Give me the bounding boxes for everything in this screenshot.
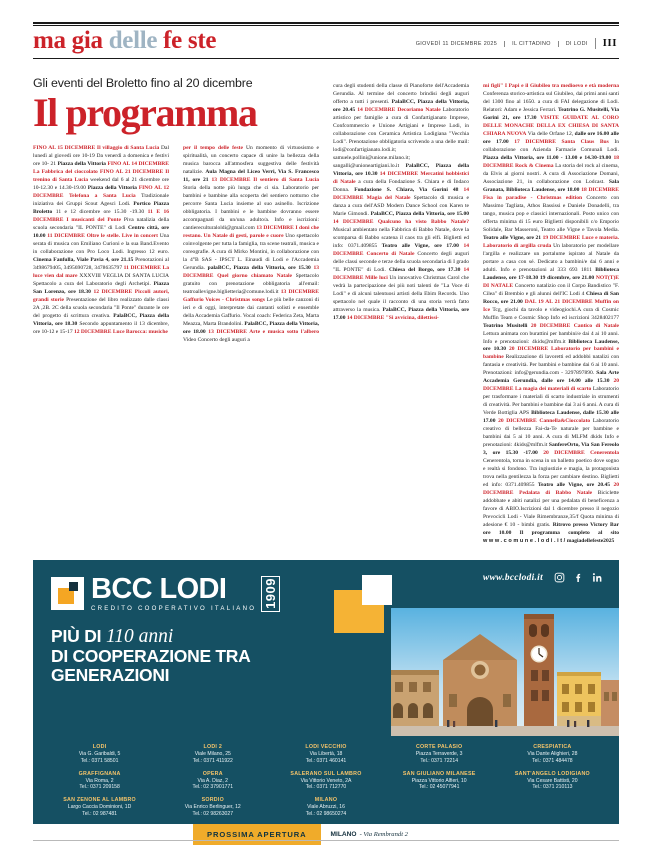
event-body: Un laboratorio per modellare l'argilla e realizzare un portalume ispirato al Natale da portare a casa con sé. Dedicato a bambini/e dai 6 anni e adulti. [483,242,619,273]
masthead-underrule [33,58,619,59]
branch-name: GRAFFIGNANA [78,770,121,777]
branch-address: Via Dante Alighieri, 28 [527,751,578,757]
bcc-logo-year: 1909 [263,578,279,610]
branch-address: Via Enrico Berlinguer, 12 [184,804,241,810]
dateline [410,38,619,53]
masthead-rules [33,22,619,26]
event-extra: Info e prenotazioni al 333 693 1811 [500,266,596,273]
branch-name: LODI VECCHIO [305,744,347,750]
event-venue: palaBCC, Piazza della Vittoria, ore 15.30 [207,264,311,271]
event-title: Luce Barocca: musiche [112,328,168,335]
event-date: 11 E 16 DICEMBRE [33,208,170,223]
event-extra: Info e iscrizioni: cantiereculturaloldi@gmail.com [183,216,319,231]
branch-item [158,797,267,817]
footer-rule [33,840,619,841]
event-venue: Sala Arte Accademia Gerundia, dalle ore 14.00 alle 15.30 [483,370,619,385]
closing-text: Il programma completo al sito [519,530,619,537]
branch-address: Via Vittorio Veneto, 2A [300,777,352,784]
event-date: 11 DICEMBRE [123,264,163,271]
next-opening-address: - Via Rembrandt 2 [359,830,408,838]
event-title: Il villaggio di Santa Lucia [96,145,160,151]
event-title: Fisa in paradise - Christmas edition [483,194,583,201]
event-body: Dal lunedì al giovedì ore 10-19 Da venerdì a domenica e festivi ore 10- 21 [33,145,169,167]
article-columns [33,83,620,545]
branch-phone: Tel.: 02 45077941 [418,784,460,790]
event-body: Tradizionale iniziativa dei Gruppi Scout Agesci Lodi. [33,192,169,207]
event-venue: Teatro alle Vigne, ore 17.00 [381,242,459,249]
event-date: 19 DICEMBRE [542,234,582,241]
text-column-3 [333,83,469,541]
event-title: Qualcuno ha visto Babbo Natale? [377,218,469,225]
event-date: 13 DICEMBRE [183,264,319,279]
event-date: 20 DICEMBRE [530,322,574,329]
event-title: per il tempo delle feste [183,145,243,151]
event-venue: Centro città, ore 10.00 [33,224,169,239]
text-column-2 [183,145,319,541]
event-venue: Teatrino G. Musitelli, Via Gorini 21, ore 17.30 [483,106,619,121]
branch-address: Via A. Diaz, 2 [197,777,229,784]
event-date: 20 DICEMBRE [483,378,620,393]
event-body: Via delle Orfane 12, [527,130,575,137]
event-venue: Teatro alle Vigne, ore 20.45 [537,482,611,489]
event-title: La magia dei materiali di scarto [515,386,592,393]
closing-url[interactable]: www.comune.lodi.it/ [483,538,567,545]
event-entry [183,177,319,231]
event-venue: Teatro alle Vigne, ore 21 [483,234,542,241]
event-title: Decoriamo Natale [397,106,441,113]
branch-phone: Tel.: 0371 484478 [532,757,573,764]
branch-name: LODI 2 [203,744,223,750]
event-date: FINO AL 15 DICEMBRE [33,145,97,151]
duomo-lodi-photo [391,608,619,736]
event-date: 14 DICEMBRE [346,314,386,321]
ad-claim-prefix: PIÙ DI [51,625,106,646]
ad-website-link[interactable]: www.bcclodi.it [482,572,543,583]
event-venue: PalaBCC, Piazza della Vittoria, ore 17.00 [333,306,469,321]
ad-url-bar [483,572,603,583]
branch-grid [45,744,607,817]
branch-name: SALERANO SUL LAMBRO [290,770,362,777]
event-title: Cantico di Natale [573,322,619,329]
event-body: Concerto natalizio con il Corpo Bandistico "F. Cilea" di Brembio e gli alunni dell'IC Lodi 4 [483,282,619,297]
event-date: 13 DICEMBRE [211,176,254,183]
branch-item [271,797,380,817]
event-date: 12 DICEMBRE [93,288,135,295]
event-body: Laboratorio artistico per famiglie a cura di Confartigianato Imprese, Confcommercio e Unione Artigiani e Imprese Lodi, in collaborazione con Ceramica Artistica Lodigiana "Vecchia Lodi". Prenotazione obbligatoria scrivendo a una delle mail: lodi@confartigianato.lodi.it; samuele.pollini@unione.milano.it; sangalli@unioneartigiani.lo.it [333,106,469,169]
ad-claim-line-3: GENERAZIONI [51,665,170,686]
event-body: Storia della notte più lunga che ci sia. Laboratorio per bambini e bambine alla scoperta del sentiero notturno che percorre Santa Lucia insieme al suo asinello. Iscrizione obbligatoria. I bambini e le bambine dovranno essere accompagnati da un/una adulto/a. [183,184,319,223]
event-date: 14 DICEMBRE [333,266,470,281]
event-body: Musical ambientato nella Fabbrica di Babbo Natale, dove la scomparsa di Babbo scatena il caos tra gli elfi. Biglietti ed info: 0371.409855 [333,226,469,249]
branch-phone: Tel.: 0371 460141 [305,757,347,764]
event-extra: Prenotazioni al 3498679405, 3495690728, 3478635797 [33,256,169,271]
event-date: 11 DICEMBRE [47,232,87,239]
event-venue: Chiesa del Borgo, ore 17.30 [388,266,461,273]
bcc-logo-name: BCC LODI [91,573,227,605]
event-venue: PalaBCC, Piazza della Vittoria, ore 15.00 [370,210,469,217]
text-column-1 [33,145,169,541]
branch-item [45,771,154,791]
event-venue: Portico Piazza Broletto [33,200,169,215]
event-venue: Biblioteca Laudense, dalle 15.30 alle 17.00 [483,410,619,425]
event-body: Realizzazione di lavoretti ed addobbi natalizi con fantasia e creatività. Per bambini e bambine dai 6 ai 10 anni. Prenotazioni: info@gerundia.com - 3297897890. [483,354,619,377]
event-title: Pedalata di Babbo Natale [519,490,593,497]
event-body: XXXVIII VEGLIA DI SANTA LUCIA Spettacolo a cura del Laboratorio degli Archetipi. [33,272,169,287]
branch-address: Largo Caccia Dominioni, 1D [67,804,132,810]
photo-illustration [391,608,619,736]
branch-item [385,771,494,791]
branch-name: SAN GIULIANO MILANESE [402,770,476,777]
event-title: Arte e musica sotto l'albero [249,328,320,335]
event-entry [333,107,469,177]
event-body: Biciclette addobbate e abiti natalizi per una pedalata di beneficenza a favore di ABIO.Iscrizioni dal 1 dicembre presso il negozio Prevocicli Lodi - Viale Rimembranze,35/f Quota minima di adesione € 10 - bimbi gratis. [483,490,619,529]
event-venue: PalaBCC, Piazza della Vittoria, ore 18.30 [33,312,170,327]
event-venue: Biblioteca Laudense, ore 10.30 [483,338,619,353]
event-venue-2: Biblioteca Laudense, ore 17-18.30 [483,266,620,281]
branch-phone: Tel.: 0371 72214 [420,757,459,764]
kicker-part-3: fe ste [163,26,217,54]
branch-address: Via Cesare Battisti, 20 [527,777,578,784]
branch-item [45,744,154,764]
event-extra: Secondo appuntamento il 13 dicembre, ore 10-12 e 15-17 [33,320,169,335]
rule-thick [33,22,619,24]
advertisement-bcc-lodi[interactable] [33,560,619,839]
branch-item [498,771,607,791]
closing-url-2[interactable]: magiadellefeste2025 [566,538,615,545]
event-date: 20 DICEMBRE [483,482,619,497]
event-body: La storia del rock al cinema, da Elvis ai giorni nostri. A cura di Associazione Domani, Associazione 21, in collaborazione con Lodcast. [483,162,619,185]
event-body: Video Concerto degli auguri a [183,336,250,343]
branch-name: LODI [92,744,107,750]
bcc-logo [51,573,318,612]
event-venue: Fondazione S. Chiara, Via Gorini 48 [354,186,459,193]
article-headline: Il programma [33,90,257,136]
event-title: I doni che restano. Un Natale di gesti, parole e cuore [183,224,319,239]
branch-item [271,744,380,764]
event-body: Conferenza storico-artistica sul Giubileo, dai primi anni santi del 1300 fino al 1650. a cura di FAI delegazione di Lodi. Relatori: Adam e Jessica Ferrari. [483,90,619,113]
event-body: weekend dal 6 al 21 dicembre ore 10-12.30 e 14.30-19.00 [33,176,169,191]
event-date: 14 DICEMBRE [379,170,421,177]
event-date: 18 DICEMBRE [581,186,619,193]
event-title: Piccoli autori, grandi storie [33,288,169,303]
branch-phone: Tel.: 02 37901771 [192,784,234,790]
event-extra: 11 e 12 dicembre ore 15.30 -19.30 [55,208,145,215]
branch-phone: Tel.: 0371 209158 [79,784,120,790]
event-date: 13 DICEMBRE [256,224,296,231]
masthead [33,22,619,59]
linkedin-icon[interactable] [592,572,603,583]
event-title: Cannella&Cioccolato [539,418,591,425]
event-title: "Si avvicina, dilettissi- [385,314,439,321]
next-opening-note [321,824,559,845]
event-venue: Sala Granata, Biblioteca Laudense, ore 18.00 [483,178,619,193]
event-venue: dalle ore 16.00 alle ore 17.00 [483,130,619,145]
event-title: Santa Claus Bus [561,138,609,145]
branch-phone: Tel.: 0371 210113 [532,784,573,790]
event-date: 17 DICEMBRE [514,138,562,145]
event-date: 14 DICEMBRE [333,218,378,225]
event-title: Gaffurio Voices - Christmas songs [183,296,265,303]
ad-left-content [33,560,318,736]
event-title: Il sentiero di Santa Lucia [253,176,319,183]
branch-name: MILANO [314,797,338,803]
branch-address: Via Roma, 2 [85,777,114,784]
event-body: In collaborazione con Azienda Farmacie Comunali Lodi. [483,138,619,153]
branch-address: Via G. Garibaldi, 5 [78,751,121,757]
branch-address: Via Libertà, 18 [309,751,343,757]
event-date: DAL 19 AL 21 DICEMBRE [524,298,595,305]
event-title: NOT(T)E DI NATALE [483,274,619,289]
event-title: Il trenino di Santa Lucia [33,168,169,183]
ad-claim-line-2: DI COOPERAZIONE TRA [51,645,251,666]
event-body: cura degli studenti della classe di Pianoforte dell'Accademia Gerundia. Al termine del concerto brindisi degli auguri offerto a tutti i presenti. [333,83,469,105]
event-title: Telefona a Santa Lucia [68,192,136,199]
branch-address: Piazza Terraverde, 3 [415,751,463,757]
event-title: La luce vien dal mare [33,264,170,279]
event-date: 20 DICEMBRE [509,346,552,353]
branch-name: SAN ZENONE AL LAMBRO [63,797,136,803]
event-venue: Piazza della Vittoria, ore 11.00 - 13.00 e 14.30-19.00 [483,154,612,161]
section-kicker [33,28,216,54]
event-title: VISITE GUIDATE AL CORO DELLE MONACHE DELLA EX CHIESA DI SANTA CHIARA NUOVA [483,114,619,137]
event-body: Cenerentola, torna in scena in un balletto poetico dove sogno e realtà si fondono. Tra ingiustizie e magia, la protagonista trova nella gentilezza la forza per cambiare destino. Biglietti ed info: 0371.409855 [483,458,619,489]
branch-item [271,771,380,791]
masthead-row [33,28,619,54]
bcc-logo-mark-icon [51,577,84,610]
event-venue: Ritrovo presso Victory Bar ore 10.00 [483,522,619,537]
event-date: 20 DICEMBRE [543,450,591,457]
dateline-publication: IL CITTADINO [504,41,558,47]
event-body: Uno spettacolo coinvolgente per tutta la famiglia, tra scene teatrali, musica e coreografie. A cura di Mirko Montini, in collaborazione con la 4°B SAS - IPSCT L. Einaudi di Lodi e l'Accademia Gerundia. [183,232,319,271]
event-entry [74,329,168,335]
event-title: Quel giorno chiamato Natale [217,272,292,279]
branch-phone: Tel.: 0371 58501 [80,757,119,764]
event-extra-2: 19 dicembre, ore 21.00 [539,274,595,281]
event-title: Oltre le stelle. Live in concert [86,232,158,239]
event-entry [183,225,319,271]
event-body: Spettacolo di musica e danza a cura dell'ASD Modern Dance School con Karen te Marie Gimondi. [333,194,469,217]
event-entry [333,267,469,321]
event-title: Concerto di Natale [366,250,415,257]
ad-claim-years: 110 anni [106,625,174,647]
text-column-4 [483,83,620,545]
logo-dark-square [69,582,78,591]
event-body: Concerto con Massimo Tagliata, Athos Bassissi e Daniele Donadelli, tra tango, musica pop e classici internazionali. Posto unico con offerta minima di 15 euro Biglietti disponibili c/o Emporio Solidale, Bar Masseroni, Teatro alle Vigne e Tavola Media. [483,194,619,233]
branch-phone: Tel.: 0371 712770 [305,784,347,790]
branch-name: SORDIO [201,797,224,803]
event-entry [333,219,469,249]
branch-phone: Tel.: 02 98263027 [192,810,234,817]
event-entry [483,187,619,241]
kicker-part-1: ma gia [33,26,103,54]
event-body: Un innovativo Christmas Carol che vedrà la partecipazione dei più noti talenti de "La Voce di Lodi" e di alcuni talentuosi artisti della Ebim Records. Uno spettacolo nel quale il racconto di una storia verrà fatto attraverso la musica. [333,274,469,313]
event-entry [347,315,439,321]
dateline-date: GIOVEDÌ 11 DICEMBRE 2025 [415,40,498,47]
dateline-edition: DI LODI [558,41,595,47]
ad-claim-line-1 [51,626,318,647]
event-body: Le più belle canzoni di ieri e di oggi, interpretate dai cantanti solisti e ensemble della Accademia Gaffurio. Vocal coach: Federica Zeta, Marta Meazza, Marta Brandolini. [183,296,320,327]
event-title: mi figli" I Papi e il Giubileo tra medioevo e età moderna [483,83,619,89]
page-number: III [595,38,619,49]
event-body: Un momento di virtuosismo e spiritualità, un concerto capace di unire la bellezza della musica barocca all'atmosfera suggestiva delle festività natalizie. [183,145,319,175]
next-opening-city: MILANO [330,830,357,838]
ad-claim [51,626,318,686]
event-date: 14 DICEMBRE [357,106,398,113]
event-body: Piva natalizia della scuola secondaria "IL PONTE" di Lodi [33,216,170,231]
branch-item [158,771,267,791]
decorative-white-square [362,575,392,605]
branch-phone: Tel.: 02 987481 [82,810,118,817]
event-date: 13 DICEMBRE [208,328,250,335]
event-title: Cenerentola [590,450,619,457]
branch-item [158,744,267,764]
ad-visual-area [318,560,619,736]
event-date: FINO AL 12 DICEMBRE [33,184,170,199]
event-venue: PalaBCC, Piazza della Vittoria, ore 20.45 [333,98,469,113]
facebook-icon[interactable] [573,572,584,583]
branch-name: SANT'ANGELO LODIGIANO [514,770,590,777]
event-body: Concerto degli auguri delle classi seconde e terze della scuola secondaria di I grado "IL PONTE" di Lodi. [333,250,469,273]
event-body: Lettura animata con burattini per bambini/e dai 4 ai 10 anni. Info e prenotazioni: 4kids@mlfm.it [483,330,619,345]
event-date: 14 DICEMBRE [333,242,469,257]
event-venue: PalaBCC, Piazza della Vittoria, ore 18.00 [183,320,319,335]
branch-name: OPERA [202,770,223,777]
event-body: a cura della Fondazione S. Chiara e di Indaco Donna. [333,178,470,193]
event-title: Rock & Cinema [515,162,554,169]
event-entry [483,482,619,536]
event-title: Magia del Natale [366,194,411,201]
event-venue: Piazza San Lorenzo, ore 18.30 [33,280,169,295]
event-date: 20 DICEMBRE [498,418,540,425]
event-venue: Chiesa di San Rocco, ore 21.00 [483,290,619,305]
event-venue: Teatrino Musitelli [483,322,528,329]
event-title: I musicanti del Ponte [66,216,121,223]
event-body: Una serata di musica con Emiliano Curioni e la sua Band.Evento in collaborazione con Pro Loco Lodi. Ingresso 12 euro. [33,232,170,255]
event-venue: PalaBCC, Piazza della Vittoria, ore 10.30 [333,162,470,177]
branch-address: Viale Milano, 25 [194,751,231,757]
event-date: FINO AL 21 DICEMBRE [99,168,166,175]
branch-name: CORTE PALASIO [415,744,463,750]
article-overline: Gli eventi del Broletto fino al 20 dicembre [33,76,253,90]
event-venue: Cinema Fanfulla, Viale Pavia 4, ore 21.15 [33,256,134,263]
branch-address: Viale Abruzzi, 16 [307,804,345,810]
event-venue: Piazza della Vittoria [57,160,106,167]
instagram-icon[interactable] [554,572,565,583]
event-date: 13 DICEMBRE [280,288,319,295]
rule-thin [33,25,619,26]
kicker-part-2: delle [108,26,158,54]
event-date: 14 DICEMBRE [333,186,470,201]
branch-phone: Tel.: 0371 411922 [192,757,233,764]
event-body: Tcg, giochi da tavolo e videogiochi.A cura di Cosmic Muffin Team e Cosmic Shop Info ed iscrizioni 3428402177 [483,306,619,321]
branch-item [45,797,154,817]
event-date: 12 DICEMBRE [73,328,113,335]
bcc-logo-subtitle: CREDITO COOPERATIVO ITALIANO [91,604,257,612]
event-venue: Aula Magna del Liceo Verri, Via S. Francesco 11, ore 21 [183,168,319,183]
opening-row [45,824,607,845]
event-title: Mille luci [365,274,388,281]
event-date: FINO AL 14 DICEMBRE [107,160,170,167]
event-venue: SanfereOrto, Via San Fereolo 3, ore 15.30 -17.00 [483,442,619,457]
social-icons [554,572,603,583]
event-title: La Fabbrica del cioccolato [33,168,98,175]
event-venue: Piazza della Vittoria [87,184,137,191]
ad-top-section [33,560,619,736]
bcc-logo-text [91,573,257,612]
next-opening-badge: PROSSIMA APERTURA [193,824,321,845]
event-body: Presentazione del libro realizzato dalle classi 2A ,2B. 2C della scuola secondaria "Il Ponte" durante le ore del progetto di scrittura creativa. [33,296,169,319]
event-title: Mercatini hobbistici di Natale [333,170,469,185]
event-body: Spettacolo gratuito con prenotazione obbligatoria all'email: teatroallevigne.biglietteria@comune.lodi.it [183,272,319,295]
event-title: Luce e materia. Laboratorio di argilla cruda [483,234,619,249]
branch-item [385,744,494,764]
bcc-logo-year-badge [261,576,280,612]
branch-phone: Tel.: 02 98650274 [305,810,347,817]
branch-item [498,744,607,764]
event-body: Laboratorio creativo di bellezza Fai-da-Te naturale per bambine e bambini dai 5 ai 10 anni. A cura di MLFM 4kids Info e prenotazioni: 4kids@mlfm.it [483,418,619,449]
branch-name: CRESPIATICA [533,744,572,750]
event-title: Laboratorio per bambini e bambine [483,346,619,361]
event-body: Laboratorio per trasformare i materiali di scarto industriale in strumenti di creatività. Per bambini e bambine dai 3 ai 6 anni. A cura di Verde Bottiglia APS [483,386,620,417]
branch-address: Piazza Vittorio Alfieri, 10 [411,777,467,784]
event-date: 18 DICEMBRE [483,154,620,169]
event-title: Muffin on Ice [483,298,619,313]
ad-branches-section [33,736,619,845]
